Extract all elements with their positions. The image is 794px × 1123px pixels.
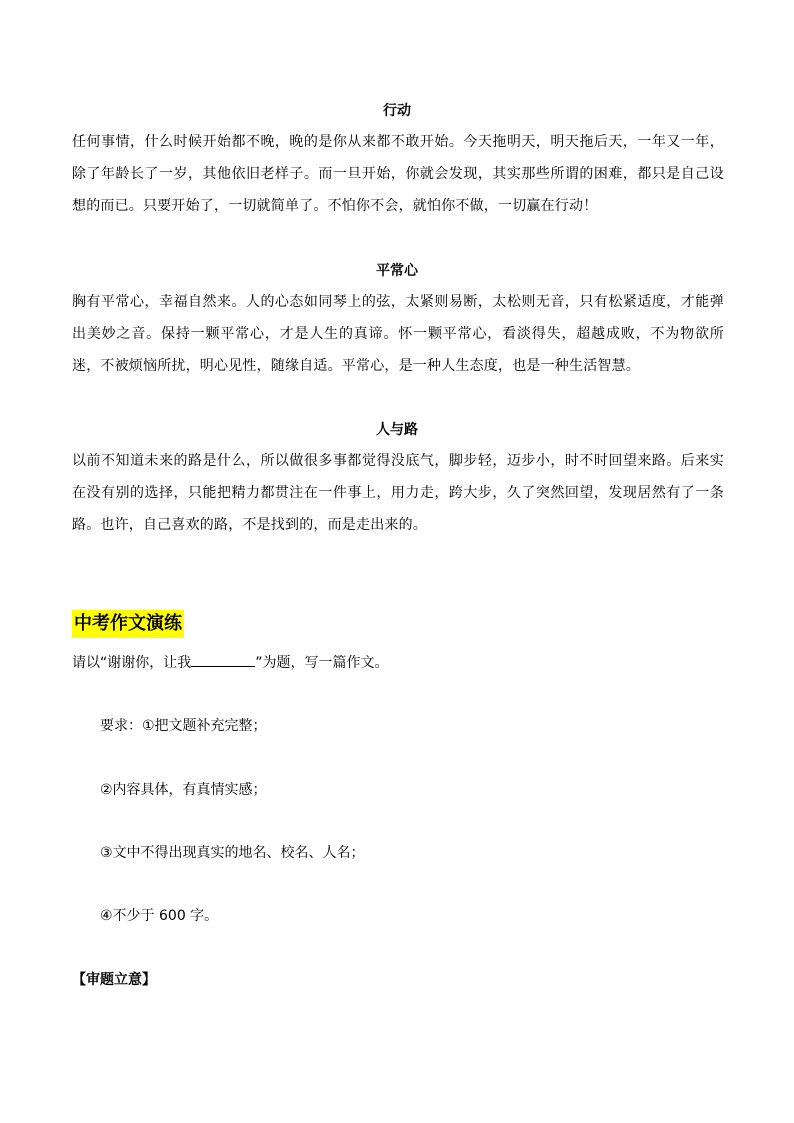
requirement-item: ③文中不得出现真实的地名、校名、人名； [100,845,365,861]
section-title-action: 行动 [383,103,411,119]
prompt-text-before: 请以“谢谢你，让我 [72,655,192,671]
section-title-people-and-road: 人与路 [376,422,418,438]
exercise-heading: 中考作文演练 [72,610,184,638]
analysis-label: 【审题立意】 [72,972,156,988]
title-blank [191,652,255,667]
requirement-label: 要求： [100,718,142,734]
requirement-item: ②内容具体，有真情实感； [100,782,267,798]
prompt-text-after: ”为题，写一篇作文。 [255,655,389,671]
section-body-action: 任何事情，什么时候开始都不晚，晚的是你从来都不敢开始。今天拖明天，明天拖后天，一年又一年，除了年龄长了一岁，其他依旧老样子。而一旦开始，你就会发现，其实那些所谓的困难，都只是自己设想的而已。只要开始了，一切就简单了。不怕你不会，就怕你不做，一切赢在行动！ [72,134,724,214]
section-body-people-and-road: 以前不知道未来的路是什么，所以做很多事都觉得没底气，脚步轻，迈步小，时不时回望来路。后来实在没有别的选择，只能把精力都贯注在一件事上，用力走，跨大步，久了突然回望，发现居然有了一条路。也许，自己喜欢的路，不是找到的，而是走出来的。 [72,453,724,533]
section-body-calm-mind: 胸有平常心，幸福自然来。人的心态如同琴上的弦，太紧则易断，太松则无音，只有松紧适度，才能弹出美妙之音。保持一颗平常心，才是人生的真谛。怀一颗平常心，看淡得失，超越成败，不为物欲所迷，不被烦恼所扰，明心见性，随缘自适。平常心，是一种人生态度，也是一种生活智慧。 [72,294,724,374]
requirement-line-1 [100,716,267,736]
requirement-item: ④不少于 600 字。 [100,908,219,924]
requirement-item: ①把文题补充完整； [142,718,267,734]
exercise-prompt [72,652,389,673]
section-title-calm-mind: 平常心 [376,263,418,279]
